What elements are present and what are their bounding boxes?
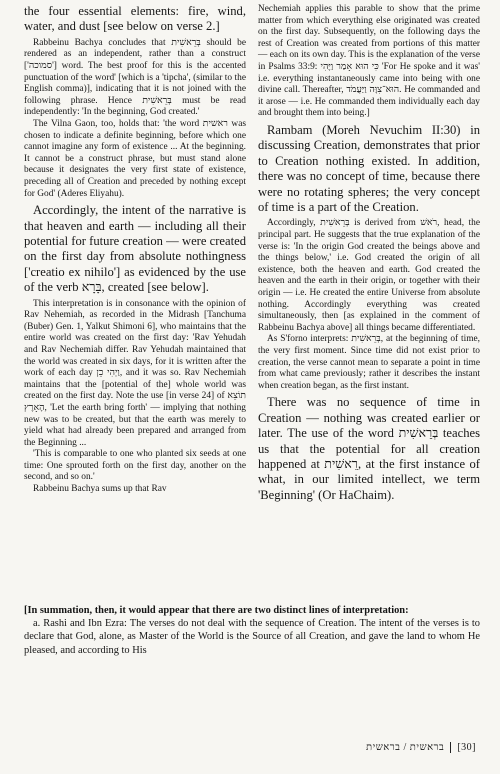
left-paragraph-5: This interpretation is in consonance with the opinion of Rav Nehemiah, as recorded in the Midrash [Tanchuma (Buber) Gen. 1, Yalkut Shimoni 6], who maintains that the entire world was created on the first day: 'Rav Yehudah and Rav Nechemiah differ. Rav Yehudah maintained that the world was created in six days, for it is written after the work of each day וַיְהִי כֵן, and it was so. Rav Nechemiah maintains that the [potential of the] whole world was created on the first day. Note the use [in verse 24] of תוֹצֵא הָאָרֶץ, 'Let the earth bring forth' — implying that nothing new was to be created, but that the earth was merely to yield what had already been prepared and arranged from the Beginning ... [24,298,246,448]
page-footer [366,742,476,753]
right-paragraph-4: As S'forno interprets: בְּרֵאשִׁית, at the beginning of time, the very first moment. Since time did not exist prior to creation, the verse cannot mean to separate a point in time from what came previously; rather it describes the instant when creation began, as the first instant. [258,334,480,391]
left-paragraph-7: Rabbeinu Bachya sums up that Rav [33,484,167,495]
left-paragraph-4: Accordingly, the intent of the narrative is that heaven and earth — including all their potential for future creation — were created on the first day from absolute nothingness ['creatio ex nihilo'] as evidenced by the use of the verb בָּרָא, created [see below]. [24,203,246,295]
running-head: בראשית / בראשית [365,742,445,753]
left-paragraph-2: Rabbeinu Bachya concludes that בְּרֵאשִׁית should be rendered as an independent, rather than a construct ['סמוכה'] word. The best proof for this is the accented punctuation of the word' [which is a 'tipcha', (similar to the English comma)], indicating that it is not joined with the following phrase. Hence בְּרֵאשִׁית must be read independently: 'In the beginning, God created.' [24,37,246,118]
right-paragraph-5: There was no sequence of time in Creation — nothing was created earlier or later. The use of the word בְּרֵאשִׁית teaches us that the potential for all creation happened at רֵאשִׁית, at the first instance of what, in our limited intellect, we term 'Beginning' (Or HaChaim). [258,395,480,502]
left-paragraph-1: the four essential elements: fire, wind, water, and dust [see below on verse 2.] [24,4,246,34]
page-number: [30] [450,742,476,753]
right-column [258,4,480,503]
two-column-body [24,4,480,600]
right-paragraph-3: Accordingly, בְּרֵאשִׁית is derived from רֹאשׁ, head, the principal part. He suggests that the true explanation of the verse is: 'In the origin God created the beings above and the things below,' i.e. God created the origin of all existence, both the heaven and earth. God created the heaven and the earth in their origin, or together with their origin — i.e. He created the entire Universe from absolute nothing. Accordingly everything was created simultaneously, then [as explained in the comment of Rabbeinu Bachya above] all things became differentiated. [258,218,480,333]
summation-point-a: a. Rashi and Ibn Ezra: The verses do not deal with the sequence of Creation. The intent of the verses is to declare that God, alone, as Master of the World is the Source of all Creation, and gave the land to whom He pleased, and according to His [24,618,480,656]
summation-heading: [In summation, then, it would appear that there are two distinct lines of interpretation: [24,605,409,616]
left-column [24,4,246,496]
left-paragraph-3: The Vilna Gaon, too, holds that: 'the word ראשית was chosen to indicate a definite beginning, before which one cannot imagine any form of existence ... At the beginning. It cannot be a construct phrase, but must stand alone because it designates the very first state of existence, preceding all of Creation and preceded by nothing except for God' (Aderes Eliyahu). [24,118,246,199]
summation-section [24,604,480,657]
left-paragraph-6: 'This is comparable to one who planted six seeds at one time: One sprouted forth on the first day, another on the second, and so on.' [24,449,246,483]
right-paragraph-1: Nechemiah applies this parable to show that the prime matter from which everything else originated was created on the first day. Subsequently, on the following days the rest of Creation was created from portions of this matter — each on its own day. This is the explanation of the verse in Psalms 33:9: כִּי הוּא אָמַר וַיֶּהִי 'For He spoke and it was' i.e. everything instantaneously came into being with one divine call. Thereafter, הוּא־צִוָּה וַיַּעֲמֹד. He commanded and it arose — i.e. He commanded them individually each day and brought them into being.] [258,4,481,119]
right-paragraph-2: Rambam (Moreh Nevuchim II:30) in discussing Creation, demonstrates that prior to Creation nothing existed. In addition, there was no concept of time, because there were no rotating spheres; the very concept of time is a part of the Creation. [258,122,480,214]
book-page [24,4,480,770]
